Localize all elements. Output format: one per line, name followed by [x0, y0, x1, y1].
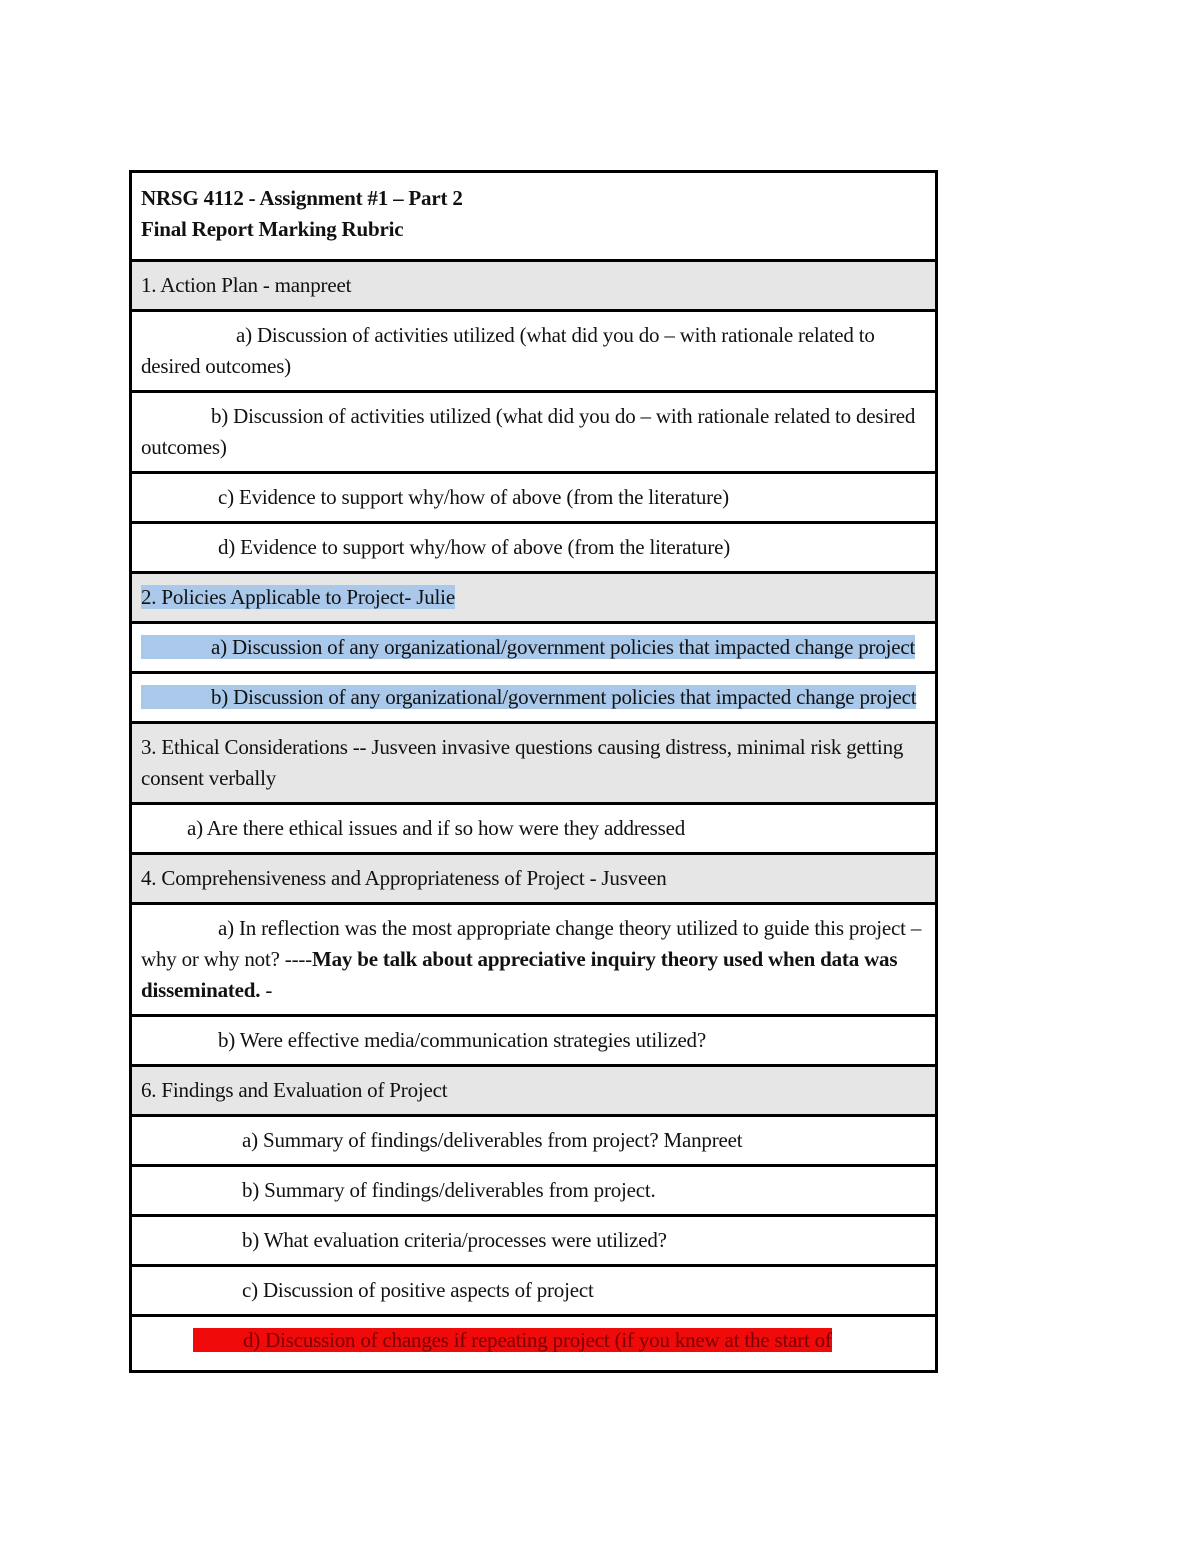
criterion-row [131, 904, 937, 1016]
criterion-row [131, 1016, 937, 1066]
criterion-row [131, 311, 937, 392]
criterion-1b: b) Discussion of activities utilized (what did you do – with rationale related to desired outcomes) [141, 404, 916, 459]
rubric-title: Final Report Marking Rubric [141, 217, 404, 241]
criterion-text [131, 804, 937, 854]
criterion-text [131, 1316, 937, 1372]
criterion-6b-summary: b) Summary of findings/deliverables from project. [242, 1178, 656, 1202]
section-heading: 1. Action Plan - manpreet [131, 261, 937, 311]
criterion-row [131, 523, 937, 573]
criterion-1a: a) Discussion of activities utilized (what did you do – with rationale related to desired outcomes) [141, 323, 875, 378]
section-row-policies [131, 573, 937, 623]
criterion-2a: a) Discussion of any organizational/government policies that impacted change project [211, 635, 916, 659]
criterion-row [131, 1266, 937, 1316]
criterion-2b: b) Discussion of any organizational/government policies that impacted change project [211, 685, 917, 709]
section-row-ethical [131, 723, 937, 804]
section-heading: 2. Policies Applicable to Project- Julie [141, 585, 455, 609]
title-cell [131, 172, 937, 261]
criterion-text [131, 392, 937, 473]
criterion-text [131, 311, 937, 392]
section-heading: 4. Comprehensiveness and Appropriateness of Project - Jusveen [131, 854, 937, 904]
criterion-text [131, 673, 937, 723]
section-row-action-plan [131, 261, 937, 311]
criterion-6d: d) Discussion of changes if repeating project (if you knew at the start of [193, 1328, 832, 1352]
marking-rubric-table [129, 170, 938, 1373]
criterion-1c: c) Evidence to support why/how of above (from the literature) [218, 485, 729, 509]
criterion-6c: c) Discussion of positive aspects of project [242, 1278, 594, 1302]
criterion-row [131, 1216, 937, 1266]
criterion-row [131, 1166, 937, 1216]
criterion-4b: b) Were effective media/communication strategies utilized? [218, 1028, 706, 1052]
criterion-4a: a) In reflection was the most appropriate change theory utilized to guide this project – why or why not? ---- [141, 916, 922, 971]
section-row-findings [131, 1066, 937, 1116]
criterion-3a: a) Are there ethical issues and if so how were they addressed [187, 816, 686, 840]
criterion-text [131, 1266, 937, 1316]
criterion-1d: d) Evidence to support why/how of above (from the literature) [218, 535, 731, 559]
section-heading-cell [131, 573, 937, 623]
criterion-4a-dash: - [260, 978, 273, 1002]
criterion-text [131, 623, 937, 673]
criterion-row [131, 804, 937, 854]
section-heading: 6. Findings and Evaluation of Project [131, 1066, 937, 1116]
criterion-text [131, 904, 937, 1016]
criterion-text [131, 523, 937, 573]
criterion-row [131, 673, 937, 723]
criterion-text [131, 1116, 937, 1166]
criterion-row [131, 1316, 937, 1372]
title-row [131, 172, 937, 261]
criterion-row [131, 623, 937, 673]
criterion-row [131, 392, 937, 473]
section-row-comprehensiveness [131, 854, 937, 904]
section-heading: 3. Ethical Considerations -- Jusveen invasive questions causing distress, minimal risk getting consent verbally [131, 723, 937, 804]
course-title: NRSG 4112 - Assignment #1 – Part 2 [141, 186, 463, 210]
criterion-6b-evaluation: b) What evaluation criteria/processes were utilized? [242, 1228, 667, 1252]
criterion-text [131, 1216, 937, 1266]
criterion-text [131, 473, 937, 523]
criterion-4a-note: May be talk about appreciative inquiry theory used when data was disseminated. [141, 947, 898, 1002]
criterion-text [131, 1016, 937, 1066]
criterion-row [131, 473, 937, 523]
criterion-6a: a) Summary of findings/deliverables from project? Manpreet [242, 1128, 743, 1152]
criterion-text [131, 1166, 937, 1216]
criterion-row [131, 1116, 937, 1166]
